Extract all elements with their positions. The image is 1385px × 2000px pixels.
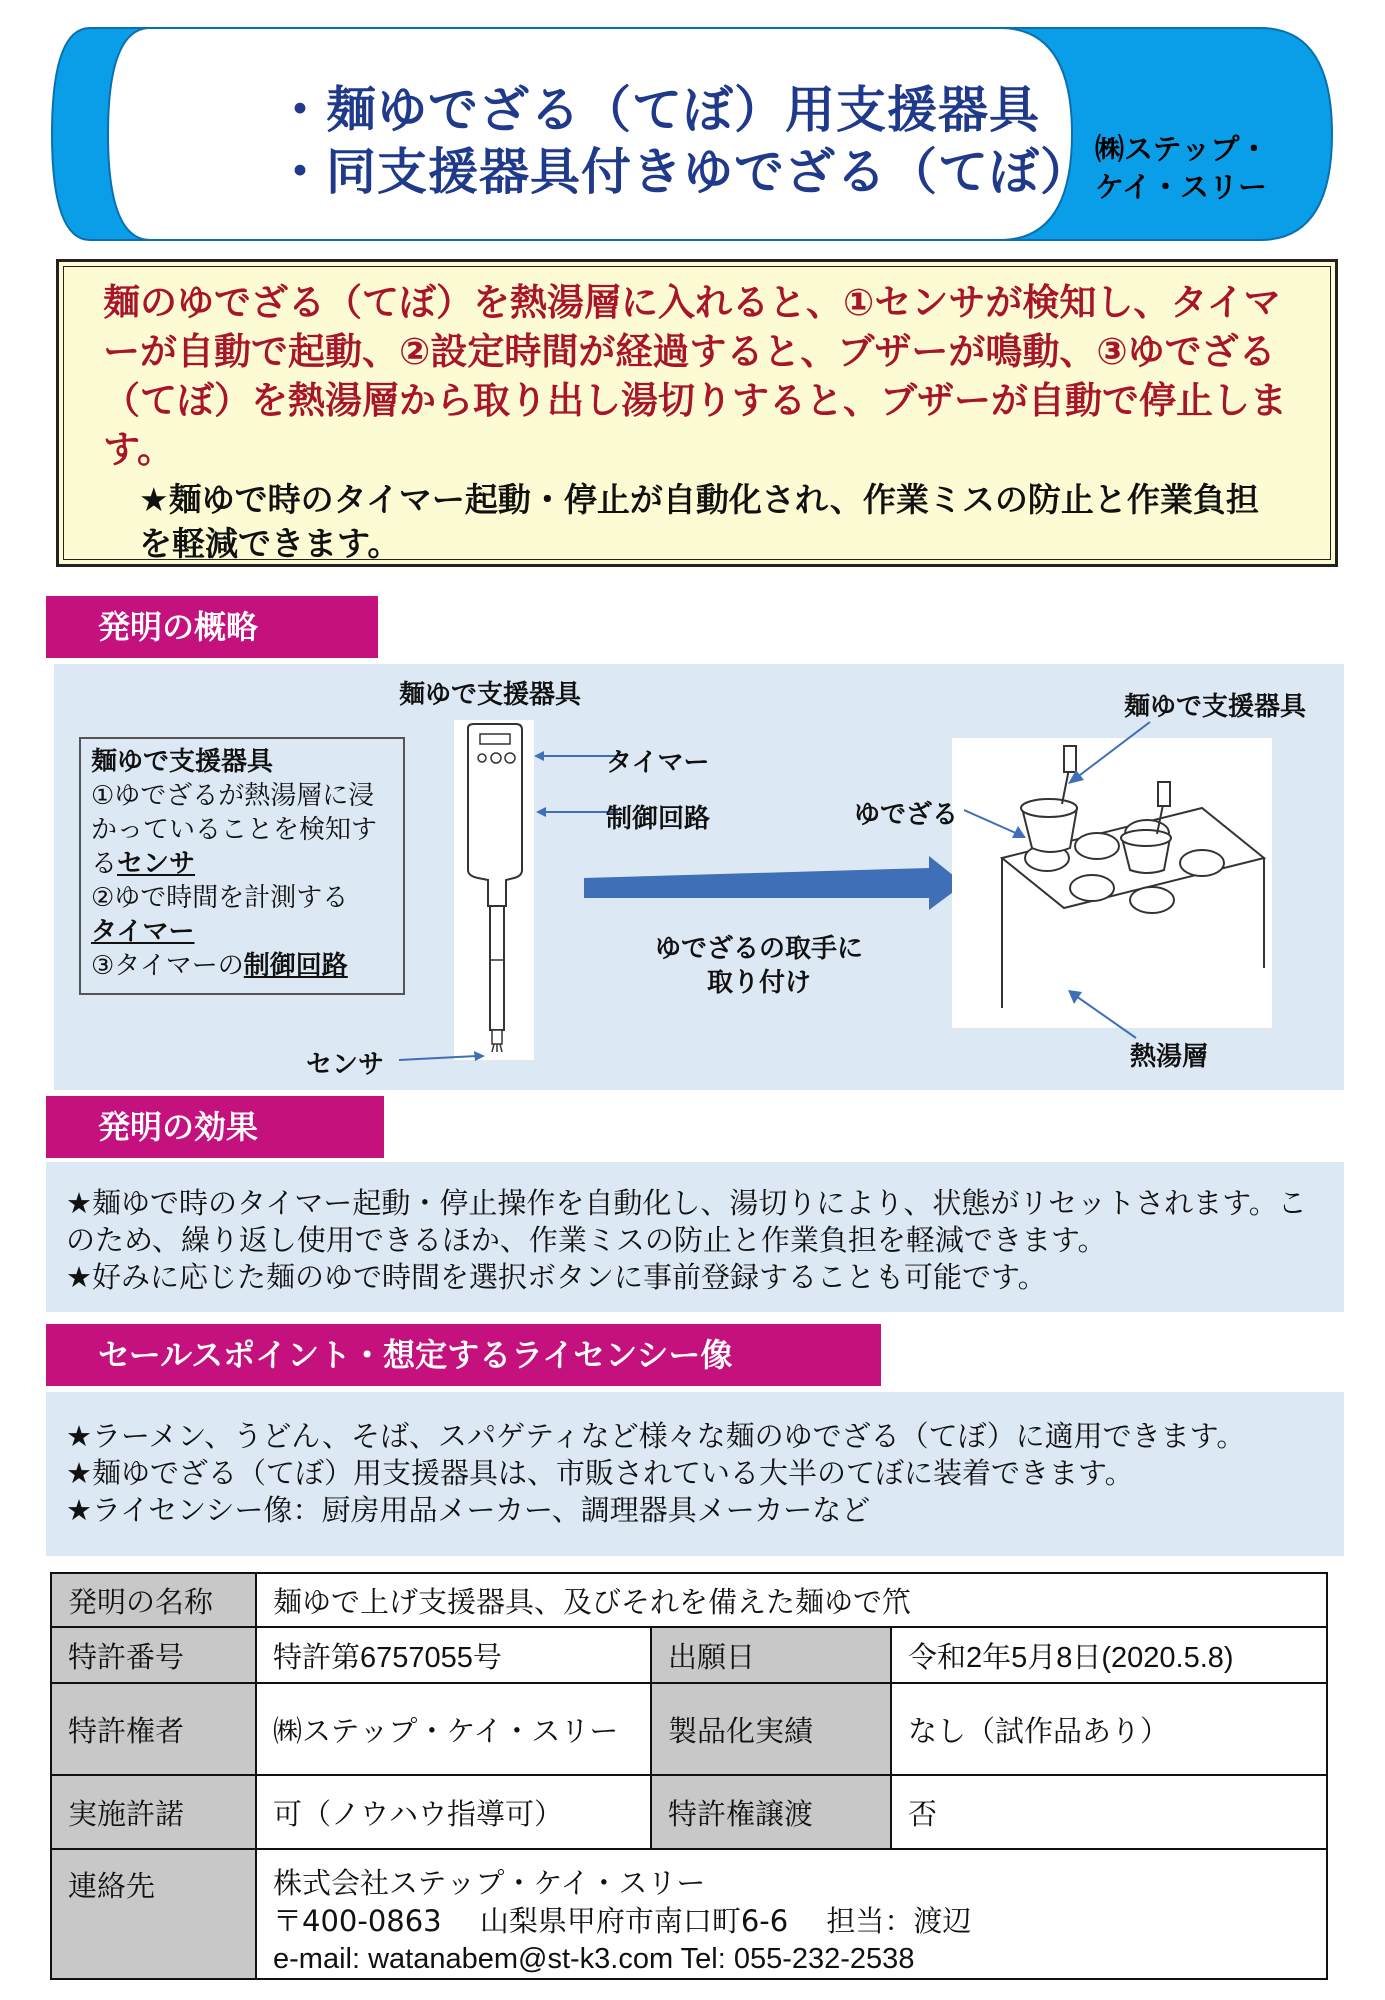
big-arrow-icon <box>584 856 964 916</box>
effects-panel <box>46 1162 1344 1312</box>
legend-circuit-term: 制御回路 <box>243 951 348 981</box>
contact-email-phone: e-mail: watanabem@st-k3.com Tel: 055-232-2538 <box>273 1943 915 1975</box>
timer-label: タイマー <box>606 748 710 778</box>
section-heading-overview: 発明の概略 <box>46 596 378 658</box>
scene-colander-label: ゆでざる <box>854 800 959 830</box>
scene-bath-label: 熱湯層 <box>1130 1042 1209 1072</box>
patent-holder-value: ㈱ステップ・ケイ・スリー <box>256 1683 651 1775</box>
effects-line-1: ★麺ゆで時のタイマー起動・停止操作を自動化し、湯切りにより、状態がリセットされます。このため、繰り返し使用できるほか、作業ミスの防止と作業負担を軽減できます。 <box>66 1186 1307 1257</box>
title-line-1: ・麺ゆでざる（てぼ）用支援器具 <box>275 81 1040 139</box>
license-value: 可（ノウハウ指導可） <box>256 1775 651 1849</box>
section-heading-effects: 発明の効果 <box>46 1096 384 1158</box>
legend-item-2: ②ゆで時間を計測する <box>91 883 349 913</box>
product-record-label: 製品化実績 <box>651 1683 891 1775</box>
overview-legend-box <box>79 737 405 995</box>
table-row <box>51 1849 1327 1979</box>
company-tag <box>1095 130 1268 206</box>
patent-number-label: 特許番号 <box>51 1627 256 1683</box>
effects-line-2: ★好みに応じた麺のゆで時間を選択ボタンに事前登録することも可能です。 <box>66 1260 1047 1294</box>
header-banner <box>50 26 1334 242</box>
legend-title: 麺ゆで支援器具 <box>91 747 274 777</box>
sales-line-1: ★ラーメン、うどん、そば、スパゲティなど様々な麺のゆでざる（てぼ）に適用できます。 <box>66 1419 1246 1453</box>
title-line-2: ・同支援器具付きゆでざる（てぼ） <box>275 143 1091 201</box>
scene-device-label: 麺ゆで支援器具 <box>1124 692 1307 722</box>
sales-line-2: ★麺ゆでざる（てぼ）用支援器具は、市販されている大半のてぼに装着できます。 <box>66 1456 1134 1490</box>
filing-date-value: 令和2年5月8日(2020.5.8) <box>891 1627 1327 1683</box>
legend-sensor-term: センサ <box>117 849 196 879</box>
product-record-value: なし（試作品あり） <box>891 1683 1327 1775</box>
table-row <box>51 1573 1327 1627</box>
company-tag-line-2: ケイ・スリー <box>1095 170 1267 204</box>
table-row <box>51 1775 1327 1849</box>
scene-device-pointer-arrow <box>1064 720 1154 790</box>
summary-main-text: 麺のゆでざる（てぼ）を熱湯層に入れると、①センサが検知し、タイマーが自動で起動、②設定時間が経過すると、ブザーが鳴動、③ゆでざる（てぼ）を熱湯層から取り出し湯切りすると、ブザーが自動で停止します。 <box>103 281 1287 471</box>
sales-line-3: ★ライセンシー像：厨房用品メーカー、調理器具メーカーなど <box>66 1493 871 1527</box>
contact-address: 〒400-0863 山梨県甲府市南口町6-6 担当：渡辺 <box>273 1904 972 1938</box>
arrow-caption-line-1: ゆでざるの取手に <box>654 934 863 964</box>
sensor-label: センサ <box>306 1050 385 1080</box>
contact-value <box>256 1849 1327 1979</box>
contact-company: 株式会社ステップ・ケイ・スリー <box>273 1866 706 1900</box>
transfer-label: 特許権譲渡 <box>651 1775 891 1849</box>
overview-panel <box>54 664 1344 1090</box>
section-heading-sales-points: セールスポイント・想定するライセンシー像 <box>46 1324 881 1386</box>
license-label: 実施許諾 <box>51 1775 256 1849</box>
patent-holder-label: 特許権者 <box>51 1683 256 1775</box>
scene-colander-pointer-arrow <box>964 806 1034 846</box>
support-device-illustration <box>454 720 534 1060</box>
table-row <box>51 1627 1327 1683</box>
arrow-caption-line-2: 取り付け <box>706 968 811 998</box>
scene-bath-pointer-arrow <box>1064 986 1144 1046</box>
legend-item-1-text: ①ゆでざるが熱湯層に浸かっていることを検知する <box>91 781 378 879</box>
summary-box <box>56 259 1338 567</box>
patent-info-table <box>50 1572 1328 1980</box>
device-label: 麺ゆで支援器具 <box>399 680 582 710</box>
summary-note-text: ★麺ゆで時のタイマー起動・停止が自動化され、作業ミスの防止と作業負担を軽減できます。 <box>139 480 1259 563</box>
control-circuit-label: 制御回路 <box>606 804 711 834</box>
legend-item-1 <box>91 779 393 881</box>
invention-name-value: 麺ゆで上げ支援器具、及びそれを備えた麺ゆで笊 <box>256 1573 1327 1627</box>
arrow-caption <box>644 932 874 1000</box>
legend-item-3 <box>91 949 393 983</box>
sales-panel <box>46 1392 1344 1556</box>
patent-number-value: 特許第6757055号 <box>256 1627 651 1683</box>
filing-date-label: 出願日 <box>651 1627 891 1683</box>
legend-item-3-text: ③タイマーの <box>91 951 244 981</box>
table-row <box>51 1683 1327 1775</box>
transfer-value: 否 <box>891 1775 1327 1849</box>
invention-name-label: 発明の名称 <box>51 1573 256 1627</box>
sensor-pointer-arrow <box>399 1046 489 1066</box>
company-tag-line-1: ㈱ステップ・ <box>1095 132 1269 166</box>
legend-timer-term: タイマー <box>91 917 195 947</box>
contact-label: 連絡先 <box>51 1849 256 1979</box>
